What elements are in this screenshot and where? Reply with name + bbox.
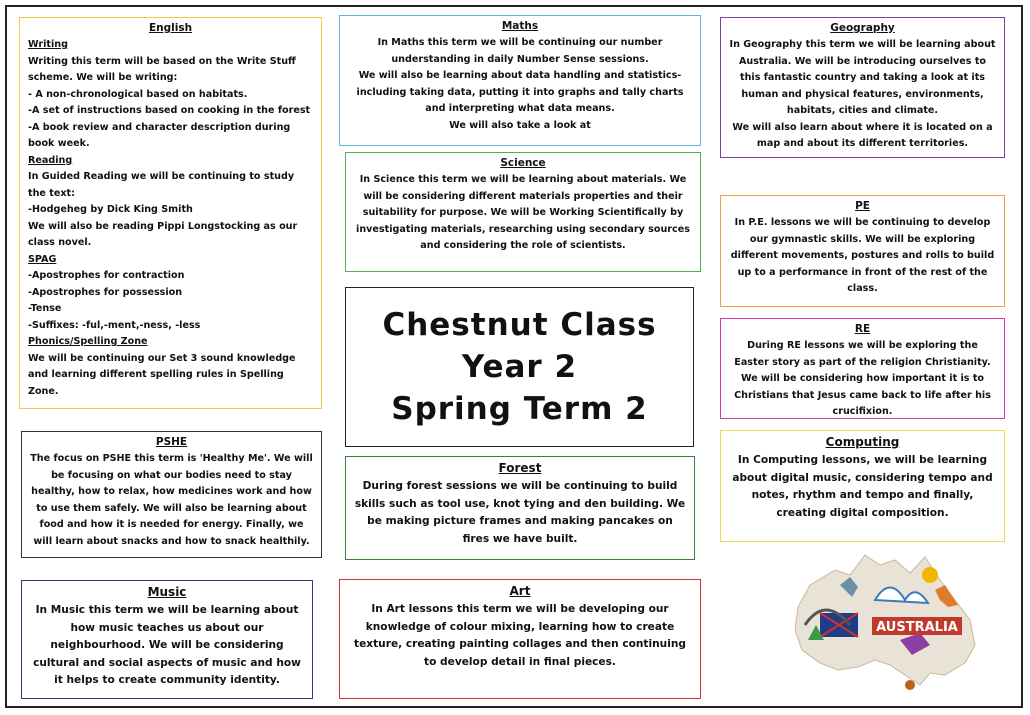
pshe-text: The focus on PSHE this term is 'Healthy Me'. We will be focusing on what our bodies need to stay healthy, how to relax, how medicines work and how to use them safely. We will also be learning about food and how it is needed for energy. Finally, we will learn about snacks and how to snack healthily. bbox=[30, 453, 313, 547]
spag-line: -Apostrophes for contraction bbox=[28, 270, 185, 281]
re-heading: RE bbox=[854, 323, 871, 335]
re-text: During RE lessons we will be exploring the Easter story as part of the religion Christianity. We will be considering how important it is to Christians that Jesus came back to life after his crucifixion. bbox=[734, 340, 991, 417]
forest-heading: Forest bbox=[498, 461, 542, 475]
phonics-text: We will be continuing our Set 3 sound knowledge and learning different spelling rules in Spelling Zone. bbox=[28, 352, 296, 397]
computing-heading: Computing bbox=[825, 435, 900, 449]
pe-text: In P.E. lessons we will be continuing to develop our gymnastic skills. We will be exploring different movements, postures and rolls to build up to a performance in front of the rest of the class. bbox=[730, 217, 995, 294]
writing-heading: Writing bbox=[28, 39, 69, 50]
art-box bbox=[339, 579, 701, 699]
class-name: Chestnut Class bbox=[382, 307, 657, 343]
phonics-heading: Phonics/Spelling Zone bbox=[28, 336, 148, 347]
australia-map-illustration bbox=[780, 545, 985, 695]
geography-text: In Geography this term we will be learning about Australia. We will be introducing ourselves to this fantastic country and taking a look at its human and physical features, environments, habitats, cities and climate. bbox=[729, 39, 996, 116]
geography-box bbox=[720, 17, 1005, 158]
year-group: Year 2 bbox=[461, 349, 578, 385]
english-heading: English bbox=[148, 22, 193, 34]
reading-line: We will also be reading Pippi Longstocking as our class novel. bbox=[28, 220, 298, 248]
reading-heading: Reading bbox=[28, 154, 73, 166]
spag-line: -Apostrophes for possession bbox=[28, 286, 183, 298]
pshe-heading: PSHE bbox=[155, 436, 188, 448]
science-text: In Science this term we will be learning about materials. We will be considering different materials properties and their suitability for purpose. We will be Working Scientifically by investigating materials, researching using secondary sources and considering the role of scientists. bbox=[356, 174, 690, 251]
maths-box bbox=[339, 15, 701, 146]
pe-box bbox=[720, 195, 1005, 307]
writing-line: Writing this term will be based on the Write Stuff scheme. We will be writing: bbox=[28, 55, 296, 83]
writing-line: -A set of instructions based on cooking in the forest bbox=[28, 105, 311, 116]
music-box bbox=[21, 580, 313, 699]
sun-icon bbox=[922, 567, 938, 583]
reading-line: -Hodgeheg by Dick King Smith bbox=[28, 204, 193, 215]
computing-text: In Computing lessons, we will be learning about digital music, considering tempo and notes, rhythm and tempo and finally, creating digital composition. bbox=[732, 454, 993, 519]
writing-line: - A non-chronological based on habitats. bbox=[28, 88, 248, 100]
class-title-box bbox=[345, 287, 694, 447]
science-box bbox=[345, 152, 701, 272]
geography-heading: Geography bbox=[830, 22, 895, 34]
geography-text-2: We will also learn about where it is located on a map and about its different territories. bbox=[732, 121, 993, 149]
art-text: In Art lessons this term we will be developing our knowledge of colour mixing, learning how to create texture, creating painting collages and then continuing to develop detail in final pieces. bbox=[354, 603, 686, 668]
forest-box bbox=[345, 456, 695, 560]
spag-line: -Tense bbox=[28, 303, 62, 314]
re-box bbox=[720, 318, 1005, 419]
term-name: Spring Term 2 bbox=[391, 391, 648, 427]
turtle-icon bbox=[905, 680, 915, 690]
spag-heading: SPAG bbox=[28, 253, 57, 265]
english-box bbox=[19, 17, 322, 409]
writing-line: -A book review and character description during book week. bbox=[28, 121, 291, 149]
music-heading: Music bbox=[147, 585, 187, 599]
maths-text: In Maths this term we will be continuing our number understanding in daily Number Sense sessions. bbox=[377, 37, 663, 65]
map-label: AUSTRALIA bbox=[876, 620, 958, 635]
science-heading: Science bbox=[500, 157, 546, 169]
maths-text-3: We will also take a look at bbox=[449, 119, 591, 131]
music-text: In Music this term we will be learning about how music teaches us about our neighbourhood. We will be considering cultural and social aspects of music and how it helps to create community identity. bbox=[33, 604, 301, 686]
pshe-box bbox=[21, 431, 322, 558]
computing-box bbox=[720, 430, 1005, 542]
pe-heading: PE bbox=[855, 200, 870, 212]
spag-line: -Suffixes: -ful,-ment,-ness, -less bbox=[28, 319, 201, 331]
maths-heading: Maths bbox=[501, 20, 539, 32]
reading-line: In Guided Reading we will be continuing to study the text: bbox=[28, 171, 295, 199]
forest-text: During forest sessions we will be continuing to build skills such as tool use, knot tying and den building. We be making picture frames and making pancakes on fires we have built. bbox=[354, 480, 686, 545]
art-heading: Art bbox=[509, 584, 531, 598]
maths-text-2: We will also be learning about data handling and statistics- including taking data, putting it into graphs and tally charts and interpreting what data means. bbox=[356, 70, 684, 114]
